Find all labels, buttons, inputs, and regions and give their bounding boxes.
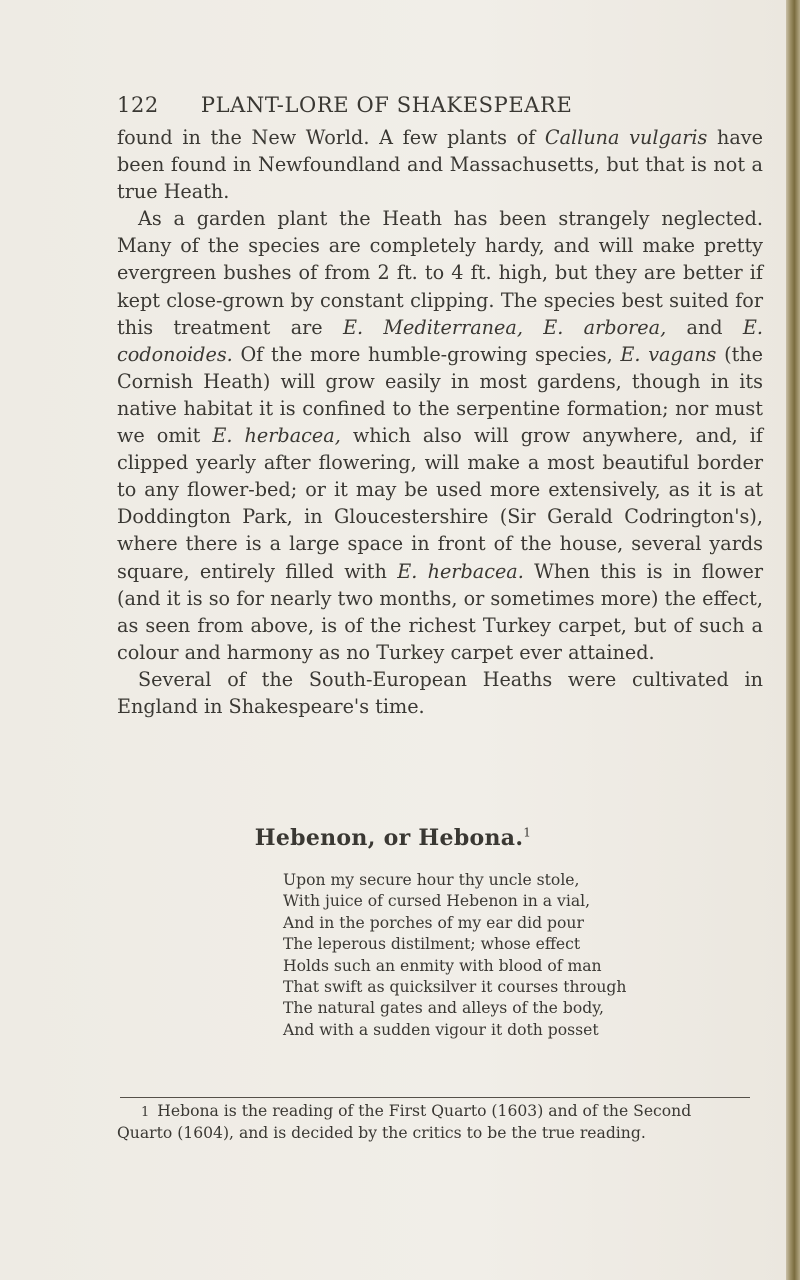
- paragraph: As a garden plant the Heath has been strangely neglected. Many of the species are completely hardy, and will make pretty evergreen bushes of from 2 ft. to 4 ft. high, but they are better if kept close-grown by constant clipping. The species best suited for this treatment are E. Mediterranea, E. arborea, and E. codonoides. Of the more humble-growing species, E. vagans (the Cornish Heath) will grow easily in most gardens, though in its native habitat it is confined to the serpentine formation; nor must we omit E. herbacea, which also will grow anywhere, and, if clipped yearly after flowering, will make a most beautiful border to any flower-bed; or it may be used more extensively, as it is at Doddington Park, in Gloucestershire (Sir Gerald Codrington's), where there is a large space in front of the house, several yards square, entirely filled with E. herbacea. When this is in flower (and it is so for nearly two months, or sometimes more) the effect, as seen from above, is of the richest Turkey carpet, but of such a colour and harmony as no Turkey carpet ever attained.: [117, 207, 764, 664]
- section-heading-text: Hebenon, or Hebona.: [254, 825, 524, 851]
- verse-line: That swift as quicksilver it courses through: [283, 978, 627, 997]
- running-header: [117, 93, 777, 117]
- verse-quotation: [283, 870, 743, 1041]
- paragraph: found in the New World. A few plants of Calluna vulgaris have been found in Newfoundland and Massachusetts, but that is not a true Heath.: [117, 126, 763, 204]
- species-name: Calluna vulgaris: [544, 126, 708, 149]
- body-text: [117, 124, 763, 720]
- footnote-divider: [120, 1097, 750, 1098]
- verse-line: The natural gates and alleys of the body,: [283, 999, 604, 1018]
- verse-line: The leperous distilment; whose effect: [283, 935, 581, 954]
- verse-line: Holds such an enmity with blood of man: [283, 956, 602, 975]
- footnote-line: [117, 1101, 777, 1123]
- footnote-marker: 1: [523, 825, 532, 840]
- footnote: [117, 1101, 777, 1145]
- species-name: E. Mediterranea, E. arborea,: [342, 315, 667, 339]
- page-number: 122: [117, 93, 159, 117]
- verse-line: Upon my secure hour thy uncle stole,: [283, 871, 580, 889]
- species-name: E. herbacea.: [397, 559, 524, 583]
- verse-line: And with a sudden vigour it doth posset: [283, 1020, 599, 1039]
- running-title: PLANT-LORE OF SHAKESPEARE: [200, 93, 573, 117]
- species-name: E. vagans: [620, 342, 717, 366]
- page-edge: [786, 0, 800, 1280]
- footnote-text: Hebona is the reading of the First Quarto (1603) and of the Second: [157, 1102, 692, 1120]
- verse-line: And in the porches of my ear did pour: [283, 913, 584, 932]
- verse-line: With juice of cursed Hebenon in a vial,: [283, 892, 591, 911]
- section-heading: [0, 825, 786, 851]
- footnote-line: Quarto (1604), and is decided by the critics to be the true reading.: [117, 1124, 646, 1143]
- footnote-number: 1: [141, 1105, 150, 1120]
- species-name: E. herbacea,: [212, 424, 341, 448]
- species-name: E. codonoides.: [117, 315, 764, 366]
- paragraph: Several of the South-European Heaths were cultivated in England in Shakespeare's time.: [117, 667, 763, 718]
